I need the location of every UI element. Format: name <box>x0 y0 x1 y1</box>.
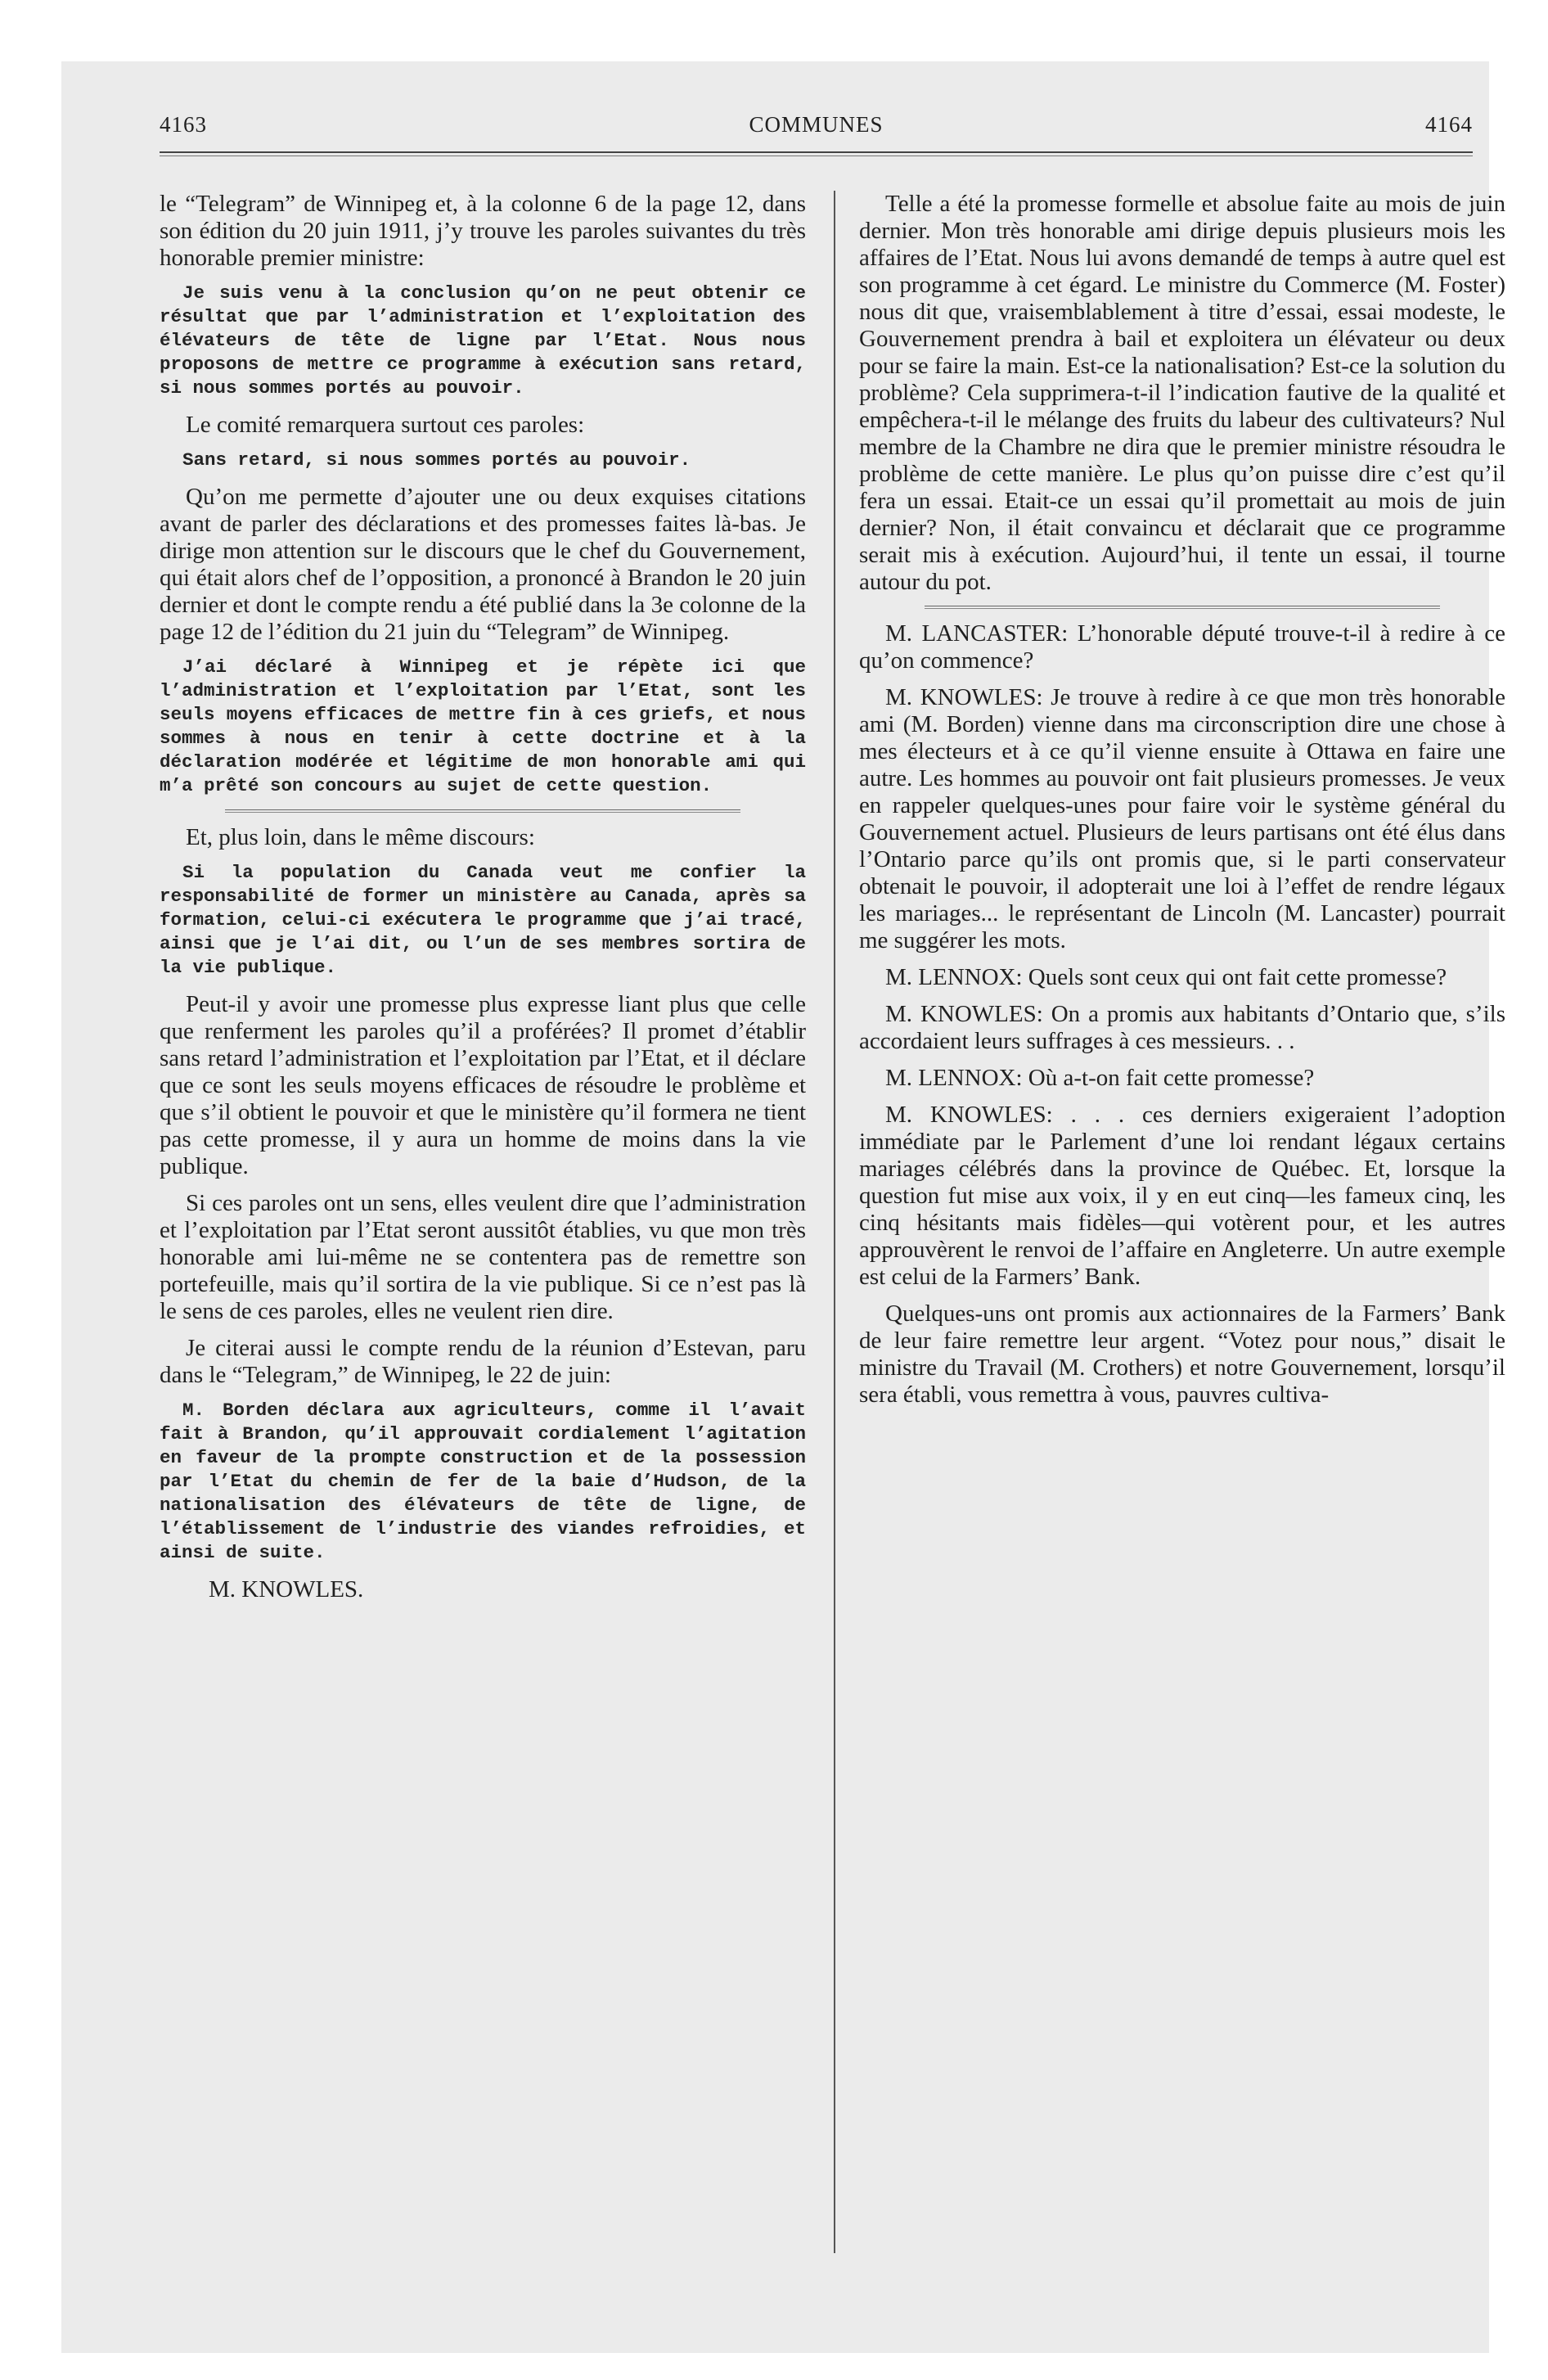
column-divider <box>834 191 835 2253</box>
paragraph: M. LENNOX: Où a-t-on fait cette promesse? <box>885 1065 1315 1091</box>
paragraph: Telle a été la promesse formelle et absolue faite au mois de juin dernier. Mon très honorable ami dirige depuis plusieurs mois les affaires de l’Etat. Nous lui avons demandé de temps à autre quel est son programme à cet égard. Le ministre du Commerce (M. Foster) nous dit que, vraisemblablement à titre d’essai, essai modeste, le Gouvernement prendra à bail et exploitera un élévateur ou deux pour se faire la main. Est-ce la nationalisation? Est-ce la solution du problème? Cela supprimera-t-il l’indication fautive de la qualité et empêchera-t-il le mélange des fruits du labeur des cultivateurs? Nul membre de la Chambre ne dira que le premier ministre résoudra le problème de cette manière. Le plus qu’on puisse dire c’est qu’il fera un essai. Etait-ce un essai qu’il promettait au mois de juin dernier? Non, il était convaincu et déclarait que ce programme serait mis à exécution. Aujourd’hui, il tente un essai, il tourne autour du pot. <box>859 191 1505 595</box>
quotation: Sans retard, si nous sommes portés au pouvoir. <box>182 449 691 471</box>
paragraph: M. LANCASTER: L’honorable député trouve-t-il à redire à ce qu’on commence? <box>859 620 1505 674</box>
paragraph: Je citerai aussi le compte rendu de la réunion d’Estevan, paru dans le “Telegram,” de Winnipeg, le 22 de juin: <box>160 1335 806 1388</box>
separator-rule <box>225 809 740 813</box>
left-column <box>160 191 806 1613</box>
paragraph: M. KNOWLES: Je trouve à redire à ce que mon très honorable ami (M. Borden) vienne dans ma circonscription dire une chose à mes électeurs et à ce qu’il vienne ensuite à Ottawa en faire une autre. Les hommes au pouvoir ont fait plusieurs promesses. Je veux en rappeler quelques-unes pour faire voir le système général du Gouvernement actuel. Plusieurs de leurs partisans ont été élus dans l’Ontario parce qu’ils ont promis que, si le parti conservateur obtenait le pouvoir, il adopterait une loi à l’effet de rendre légaux les mariages... le représentant de Lincoln (M. Lancaster) pourrait me suggérer les mots. <box>859 684 1505 953</box>
paragraph: Qu’on me permette d’ajouter une ou deux exquises citations avant de parler des déclarations et des promesses faites là-bas. Je dirige mon attention sur le discours que le chef du Gouvernement, qui était alors chef de l’opposition, a prononcé à Brandon le 20 juin dernier et dont le compte rendu a été publié dans la 3e colonne de la page 12 de l’édition du 21 juin du “Telegram” de Winnipeg. <box>160 484 806 645</box>
paragraph: Et, plus loin, dans le même discours: <box>186 824 535 850</box>
running-title: COMMUNES <box>749 112 884 137</box>
paragraph: M. LENNOX: Quels sont ceux qui ont fait cette promesse? <box>885 964 1447 990</box>
paragraph: Quelques-uns ont promis aux actionnaires de la Farmers’ Bank de leur faire remettre leur argent. “Votez pour nous,” disait le ministre du Travail (M. Crothers) et notre Gouvernement, lorsqu’il sera établi, vous remettra à vous, pauvres cultiva- <box>859 1300 1505 1408</box>
page-number-left: 4163 <box>160 112 207 137</box>
paragraph: M. KNOWLES: On a promis aux habitants d’Ontario que, s’ils accordaient leurs suffrages à ces messieurs. . . <box>859 1001 1505 1054</box>
speaker-name: M. KNOWLES. <box>209 1576 364 1602</box>
quotation: Si la population du Canada veut me confier la responsabilité de former un ministère au Canada, après sa formation, celui-ci exécutera le programme que j’ai tracé, ainsi que je l’ai dit, ou l’un de ses membres sortira de la vie publique. <box>160 862 806 978</box>
paragraph: Peut-il y avoir une promesse plus expresse liant plus que celle que renferment les paroles qu’il a proférées? Il promet d’établir sans retard l’administration et l’exploitation par l’Etat, et il déclare que ce sont les seuls moyens efficaces de résoudre le problème et que s’il obtient le pouvoir et que le ministère qu’il formera ne tient pas cette promesse, il y aura un homme de moins dans la vie publique. <box>160 991 806 1179</box>
paragraph: M. KNOWLES: . . . ces derniers exigeraient l’adoption immédiate par le Parlement d’une loi rendant légaux certains mariages célébrés dans la province de Québec. Et, lorsque la question fut mise aux voix, il y en eut cinq—les fameux cinq, les cinq hésitants mais fidèles—qui votèrent pour, et les autres approuvèrent le renvoi de l’affaire en Angleterre. Un autre exemple est celui de la Farmers’ Bank. <box>859 1102 1505 1290</box>
quotation: M. Borden déclara aux agriculteurs, comme il l’avait fait à Brandon, qu’il approuvait cordialement l’agitation en faveur de la prompte construction et de la possession par l’Etat du chemin de fer de la baie d’Hudson, de la nationalisation des élévateurs de tête de ligne, de l’établissement de l’industrie des viandes refroidies, et ainsi de suite. <box>160 1400 806 1563</box>
paragraph: Si ces paroles ont un sens, elles veulent dire que l’administration et l’exploitation par l’Etat seront aussitôt établies, vu que mon très honorable ami lui-même ne se contentera pas de remettre son portefeuille, mais qu’il sortira de la vie publique. Si ce n’est pas là le sens de ces paroles, elles ne veulent rien dire. <box>160 1190 806 1324</box>
paragraph: Le comité remarquera surtout ces paroles: <box>186 412 585 438</box>
right-column <box>859 191 1505 1418</box>
page <box>61 61 1505 2353</box>
quotation: Je suis venu à la conclusion qu’on ne peut obtenir ce résultat que par l’administration et l’exploitation des élévateurs de tête de ligne par l’Etat. Nous nous proposons de mettre ce programme à exécution sans retard, si nous sommes portés au pouvoir. <box>160 282 806 399</box>
page-number-right: 4164 <box>1425 112 1473 137</box>
separator-rule <box>925 606 1440 609</box>
page-header <box>160 112 1473 145</box>
quotation: J’ai déclaré à Winnipeg et je répète ici que l’administration et l’exploitation par l’Etat, sont les seuls moyens efficaces de mettre fin à ces griefs, et nous sommes à nous en tenir à cette doctrine et à la déclaration modérée et légitime de mon honorable ami qui m’a prêté son concours au sujet de cette question. <box>160 656 806 796</box>
paragraph: le “Telegram” de Winnipeg et, à la colonne 6 de la page 12, dans son édition du 20 juin 1911, j’y trouve les paroles suivantes du très honorable premier ministre: <box>160 191 806 271</box>
header-rule <box>160 151 1473 156</box>
